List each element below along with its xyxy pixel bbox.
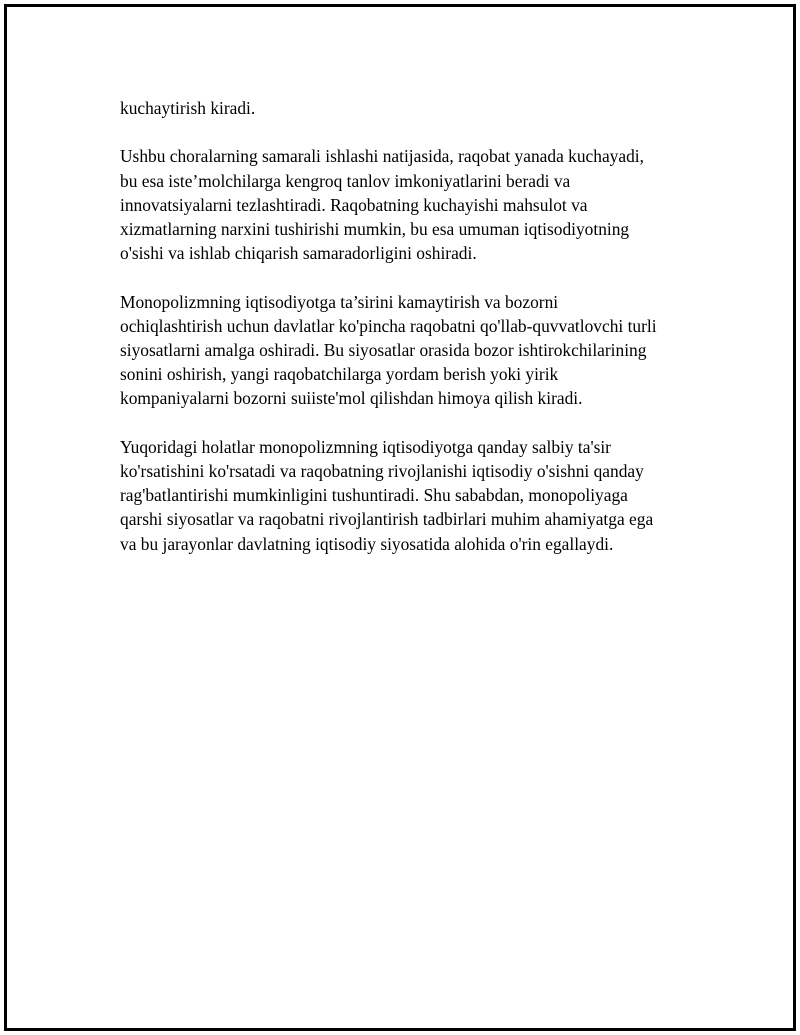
document-body (120, 96, 710, 580)
text-line: kompaniyalarni bozorni suiiste'mol qilishdan himoya qilish kiradi. (120, 388, 583, 409)
text-line: ochiqlashtirish uchun davlatlar ko'pincha raqobatni qo'llab-quvvatlovchi turli (120, 315, 657, 336)
text-line: siyosatlarni amalga oshiradi. Bu siyosatlar orasida bozor ishtirokchilarining (120, 340, 647, 360)
text-line: kuchaytirish kiradi. (120, 98, 256, 118)
text-line: bu esa iste’molchilarga kengroq tanlov imkoniyatlarini beradi va (120, 170, 571, 191)
paragraph-4 (120, 435, 710, 556)
text-line: rag'batlantirishi mumkinligini tushuntiradi. Shu sababdan, monopoliyaga (120, 485, 628, 506)
text-line: Ushbu choralarning samarali ishlashi natijasida, raqobat yanada kuchayadi, (120, 146, 644, 167)
text-line: sonini oshirish, yangi raqobatchilarga yordam berish yoki yirik (120, 364, 559, 385)
text-line: va bu jarayonlar davlatning iqtisodiy siyosatida alohida o'rin egallaydi. (120, 533, 614, 554)
text-line: innovatsiyalarni tezlashtiradi. Raqobatning kuchayishi mahsulot va (120, 194, 588, 215)
text-line: xizmatlarning narxini tushirishi mumkin, bu esa umuman iqtisodiyotning (120, 219, 630, 239)
paragraph-1 (120, 96, 710, 120)
paragraph-2 (120, 144, 710, 265)
text-line: o'sishi va ishlab chiqarish samaradorligini oshiradi. (120, 243, 477, 264)
text-line: qarshi siyosatlar va raqobatni rivojlantirish tadbirlari muhim ahamiyatga ega (120, 509, 654, 530)
text-line: Yuqoridagi holatlar monopolizmning iqtisodiyotga qanday salbiy ta'sir (120, 436, 611, 457)
paragraph-3 (120, 290, 710, 411)
document-page (4, 4, 796, 1031)
text-line: ko'rsatishini ko'rsatadi va raqobatning rivojlanishi iqtisodiy o'sishni qanday (120, 461, 644, 481)
text-line: Monopolizmning iqtisodiyotga ta’sirini kamaytirish va bozorni (120, 291, 559, 312)
